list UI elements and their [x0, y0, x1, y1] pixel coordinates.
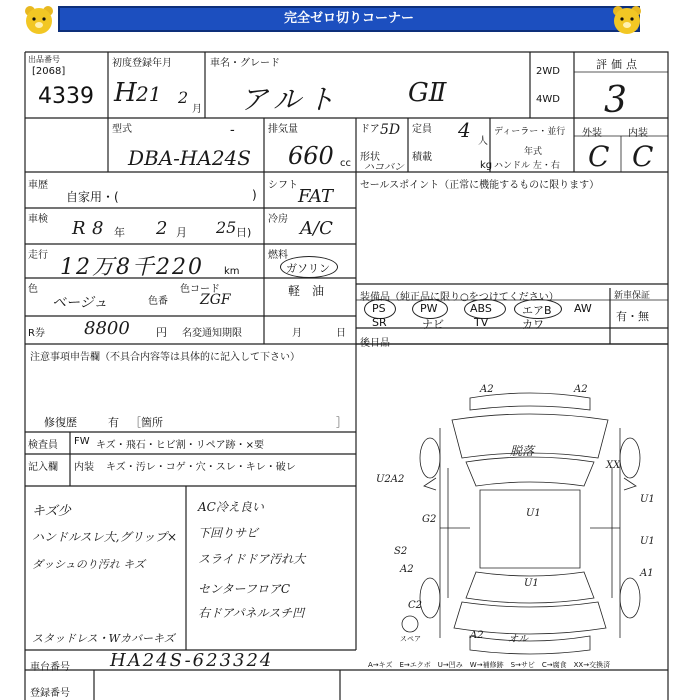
inspection-year-unit: 年	[114, 226, 125, 239]
use-value: 自家用・(	[66, 190, 119, 204]
note-left-3: ダッシュのり汚れ キズ	[32, 558, 146, 571]
new-car-warranty-label: 新車保証	[614, 291, 651, 301]
lot-code: [2068]	[32, 66, 66, 77]
shape-label: 形状	[360, 152, 380, 163]
repair-have: 有	[108, 416, 119, 429]
shift: FAT	[298, 186, 333, 207]
equip-tv: TV	[474, 316, 489, 329]
inspection-month-unit: 月	[176, 226, 187, 239]
name-change-day: 日	[336, 328, 346, 339]
diagram-mark-u1-right: U1	[640, 494, 655, 505]
model: DBA-HA24S	[128, 146, 251, 170]
yen-unit: 円	[156, 326, 167, 339]
model-dash: -	[230, 122, 235, 138]
color-code-label: 色コード	[180, 284, 220, 295]
chassis-label: 車台番号	[30, 662, 70, 673]
int-label: 内装	[628, 128, 648, 139]
color-label: 色	[28, 284, 38, 295]
first-reg-year: 21	[136, 82, 162, 106]
equip-airbag: エアB	[522, 304, 552, 317]
car-damage-diagram	[0, 38, 700, 700]
diagram-mark-xx: XX	[606, 460, 621, 471]
fw-label: FW	[74, 436, 90, 447]
inspection-era: R	[72, 218, 86, 239]
diagram-mark-g2: G2	[422, 514, 437, 525]
recycle-label: R券	[28, 328, 45, 339]
ac: A/C	[300, 218, 333, 239]
inspection-day: 25	[216, 218, 237, 237]
lot-number: 4339	[38, 84, 94, 109]
repair-label: 修復歴	[44, 416, 77, 429]
inspection-month: 2	[156, 218, 168, 239]
capacity-label: 定員	[412, 124, 432, 135]
ac-label: 冷房	[268, 214, 288, 225]
4wd-label: 4WD	[536, 94, 560, 105]
note-right-4: センターフロアC	[198, 582, 291, 596]
caution-label: 注意事項申告欄（不具合内容等は具体的に記入して下さい）	[30, 352, 300, 363]
use-close: )	[252, 188, 257, 202]
note-right-3: スライドドア汚れ大	[198, 552, 306, 566]
door-label: ドア	[360, 124, 380, 135]
km-unit: km	[224, 266, 240, 277]
entry-label: 記入欄	[28, 462, 58, 473]
inspection-year: 8	[92, 218, 104, 239]
2wd-label: 2WD	[536, 66, 560, 77]
recycle: 8800	[84, 318, 130, 339]
score-label: 評価点	[596, 58, 641, 71]
auction-sheet	[0, 38, 700, 700]
fuel-label: 燃料	[268, 250, 288, 261]
int-check-label: 内装	[74, 462, 94, 473]
diagram-mark-u2a2: U2A2	[376, 474, 405, 485]
name-change-label: 名変通知期限	[182, 328, 242, 339]
note-right-5: 右ドアパネルスチ凹	[198, 606, 305, 620]
shift-label: シフト	[268, 180, 298, 191]
inspection-label: 車検	[28, 214, 48, 225]
load-label: 積載	[412, 152, 432, 163]
note-left-2: ハンドルスレ大,グリップ×	[32, 530, 178, 544]
equip-abs: ABS	[470, 302, 492, 315]
car-name-label: 車名・グレード	[210, 58, 280, 69]
equip-ps: PS	[372, 302, 386, 315]
color: ベージュ	[52, 295, 108, 311]
rear-item-label: 後日品	[360, 338, 390, 349]
equip-pw: PW	[420, 302, 438, 315]
color-code: ZGF	[200, 292, 231, 308]
cc-unit: cc	[340, 158, 351, 169]
bear-mascot-icon	[22, 4, 56, 36]
diagram-mark-a2-front-left: A2	[480, 384, 494, 395]
month-unit: 月	[192, 104, 202, 115]
diagram-mark-u1-rear: U1	[524, 578, 539, 589]
diagram-mark-oru: オル	[508, 634, 528, 645]
diagram-mark-u1-roof: U1	[526, 508, 541, 519]
equip-navi: ナビ	[422, 318, 444, 331]
header-bar	[0, 0, 700, 38]
first-reg-month: 2	[178, 88, 189, 107]
displacement-label: 排気量	[268, 124, 298, 135]
registration-label: 登録番号	[30, 688, 70, 699]
first-reg-era: H	[114, 78, 137, 108]
note-left-1: キズ少	[32, 504, 71, 519]
location-label: 出品番号	[28, 55, 60, 64]
displacement: 660	[288, 142, 334, 170]
bear-mascot-icon	[610, 4, 644, 36]
diagram-spare-label: スペア	[400, 635, 421, 643]
dealer-label: ディーラー・並行	[494, 127, 566, 137]
doors: 5D	[380, 122, 401, 138]
mileage-label: 走行	[28, 250, 48, 261]
repair-close: ］	[336, 416, 347, 429]
year-label: 年式	[524, 147, 543, 157]
equip-aw: AW	[574, 302, 592, 315]
equip-sr: SR	[372, 316, 387, 329]
diagram-mark-u1-right-2: U1	[640, 536, 655, 547]
inspector-label: 検査員	[28, 440, 58, 451]
sales-point-label: セールスポイント（正常に機能するものに限ります）	[360, 180, 600, 191]
diagram-mark-a2-left: A2	[400, 564, 414, 575]
inspection-day-unit: 日)	[236, 226, 252, 239]
note-right-2: 下回りサビ	[198, 526, 259, 540]
diagram-mark-s2: S2	[394, 546, 408, 557]
diagram-legend: A→キズ E→エクボ U→凹み W→補修跡 S→サビ C→腐食 XX→交換済	[368, 661, 611, 669]
ext-grade: C	[588, 140, 610, 173]
color-no-label: 色番	[148, 296, 168, 307]
note-right-1: AC冷え良い	[198, 500, 264, 514]
score: 3	[604, 80, 627, 121]
diagram-mark-detached: 脱落	[510, 444, 535, 458]
use-label: 車歴	[28, 180, 48, 191]
name-change-month: 月	[292, 328, 302, 339]
fuel-oil: 軽 油	[288, 284, 325, 298]
banner-title: 完全ゼロ切りコーナー	[58, 6, 640, 32]
repair-place: ［箇所	[130, 416, 163, 429]
car-name: アルト	[240, 83, 341, 116]
equipment-label: 装備品（純正品に限り○をつけてください）	[360, 292, 559, 303]
diagram-mark-a1: A1	[640, 568, 654, 579]
kg-unit: kg	[480, 160, 493, 171]
fw-items: キズ・飛石・ヒビ割・リペア跡・×要	[96, 440, 264, 451]
person-unit: 人	[478, 136, 488, 147]
diagram-mark-c2: C2	[408, 600, 423, 611]
chassis-number: HA24S-623324	[110, 650, 274, 671]
model-label: 型式	[112, 124, 132, 135]
handle-label: ハンドル 左・右	[494, 161, 560, 171]
note-left-4: スタッドレス・Wカバーキズ	[32, 632, 175, 645]
equip-leather: カワ	[522, 318, 544, 331]
fuel-gas: ガソリン	[286, 262, 330, 275]
int-check-items: キズ・汚レ・コゲ・穴・スレ・キレ・破レ	[106, 462, 296, 473]
int-grade: C	[632, 140, 654, 173]
diagram-mark-a2-front-right: A2	[574, 384, 588, 395]
warranty-value: 有・無	[616, 310, 649, 323]
first-reg-label: 初度登録年月	[112, 58, 172, 69]
shape: ハコバン	[364, 162, 404, 173]
grade: GⅡ	[408, 78, 447, 108]
capacity: 4	[458, 118, 471, 142]
mileage: 12万8千220	[60, 255, 204, 280]
ext-label: 外装	[582, 128, 602, 139]
diagram-mark-a2-rear: A2	[470, 630, 484, 641]
